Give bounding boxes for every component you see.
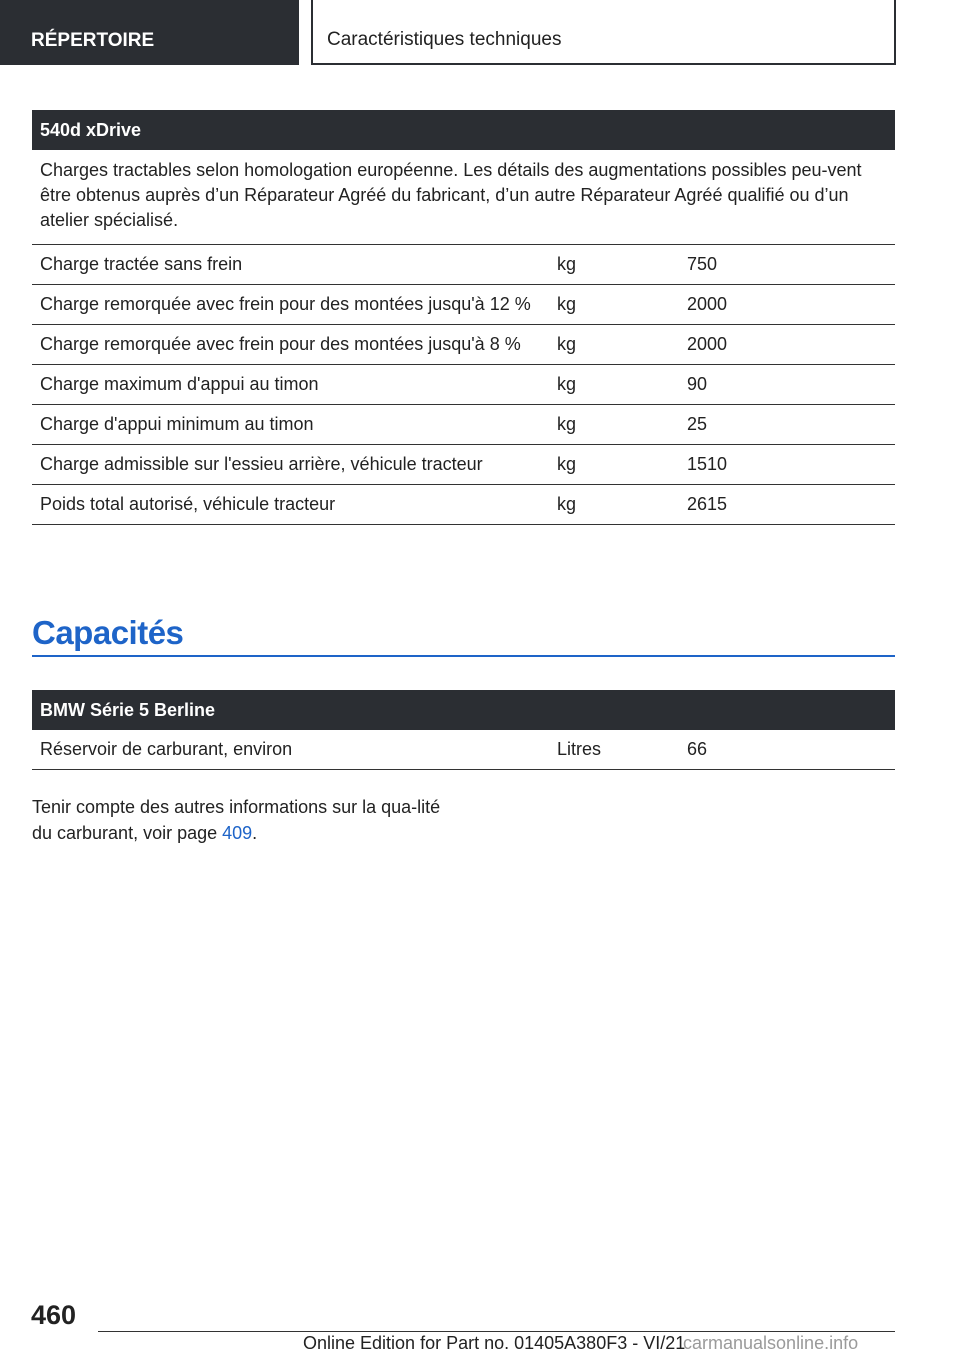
row-unit: kg [549, 405, 679, 445]
row-value: 750 [679, 245, 895, 285]
chapter-title: Caractéristiques techniques [327, 29, 562, 50]
row-unit: Litres [549, 730, 679, 770]
row-value: 66 [679, 730, 895, 770]
row-unit: kg [549, 325, 679, 365]
table-row [32, 445, 895, 485]
row-label: Poids total autorisé, véhicule tracteur [32, 485, 549, 525]
note-text: Tenir compte des autres informations sur la qua-lité du carburant, voir page [32, 797, 441, 843]
nav-tab-repertoire[interactable] [0, 0, 299, 65]
table-row [32, 365, 895, 405]
chapter-header [311, 0, 896, 65]
row-unit: kg [549, 245, 679, 285]
section-divider [32, 655, 895, 657]
row-label: Réservoir de carburant, environ [32, 730, 549, 770]
nav-tab-label: RÉPERTOIRE [31, 30, 155, 51]
row-value: 90 [679, 365, 895, 405]
capacities-table [32, 690, 895, 770]
table-title: BMW Série 5 Berline [32, 690, 895, 730]
row-value: 2000 [679, 285, 895, 325]
row-unit: kg [549, 445, 679, 485]
row-label: Charge d'appui minimum au timon [32, 405, 549, 445]
note-text-end: . [252, 823, 258, 843]
row-value: 25 [679, 405, 895, 445]
page-link[interactable]: 409 [222, 823, 253, 843]
table-row [32, 325, 895, 365]
row-unit: kg [549, 485, 679, 525]
row-value: 2000 [679, 325, 895, 365]
table-title: 540d xDrive [32, 110, 895, 150]
footer-divider [98, 1331, 895, 1332]
page-number: 460 [31, 1300, 77, 1330]
row-label: Charge admissible sur l'essieu arrière, véhicule tracteur [32, 445, 549, 485]
table-row [32, 245, 895, 285]
edition-text: Online Edition for Part no. 01405A380F3 - VI/21 [303, 1333, 686, 1353]
table-row [32, 405, 895, 445]
section-title: Capacités [32, 614, 184, 651]
table-row [32, 730, 895, 770]
row-label: Charge remorquée avec frein pour des montées jusqu'à 8 % [32, 325, 549, 365]
table-note: Charges tractables selon homologation européenne. Les détails des augmentations possibles peu-vent être obtenus auprès d’un Réparateur Agréé du fabricant, d’un autre Réparateur Agréé qualifié ou d’un atelier spécialisé. [32, 150, 895, 245]
row-label: Charge remorquée avec frein pour des montées jusqu'à 12 % [32, 285, 549, 325]
table-row [32, 285, 895, 325]
row-value: 1510 [679, 445, 895, 485]
towing-load-table [32, 110, 895, 525]
row-unit: kg [549, 365, 679, 405]
watermark-text: carmanualsonline.info [683, 1333, 859, 1353]
table-row [32, 485, 895, 525]
row-label: Charge maximum d'appui au timon [32, 365, 549, 405]
row-label: Charge tractée sans frein [32, 245, 549, 285]
row-unit: kg [549, 285, 679, 325]
fuel-quality-note [32, 794, 452, 846]
row-value: 2615 [679, 485, 895, 525]
